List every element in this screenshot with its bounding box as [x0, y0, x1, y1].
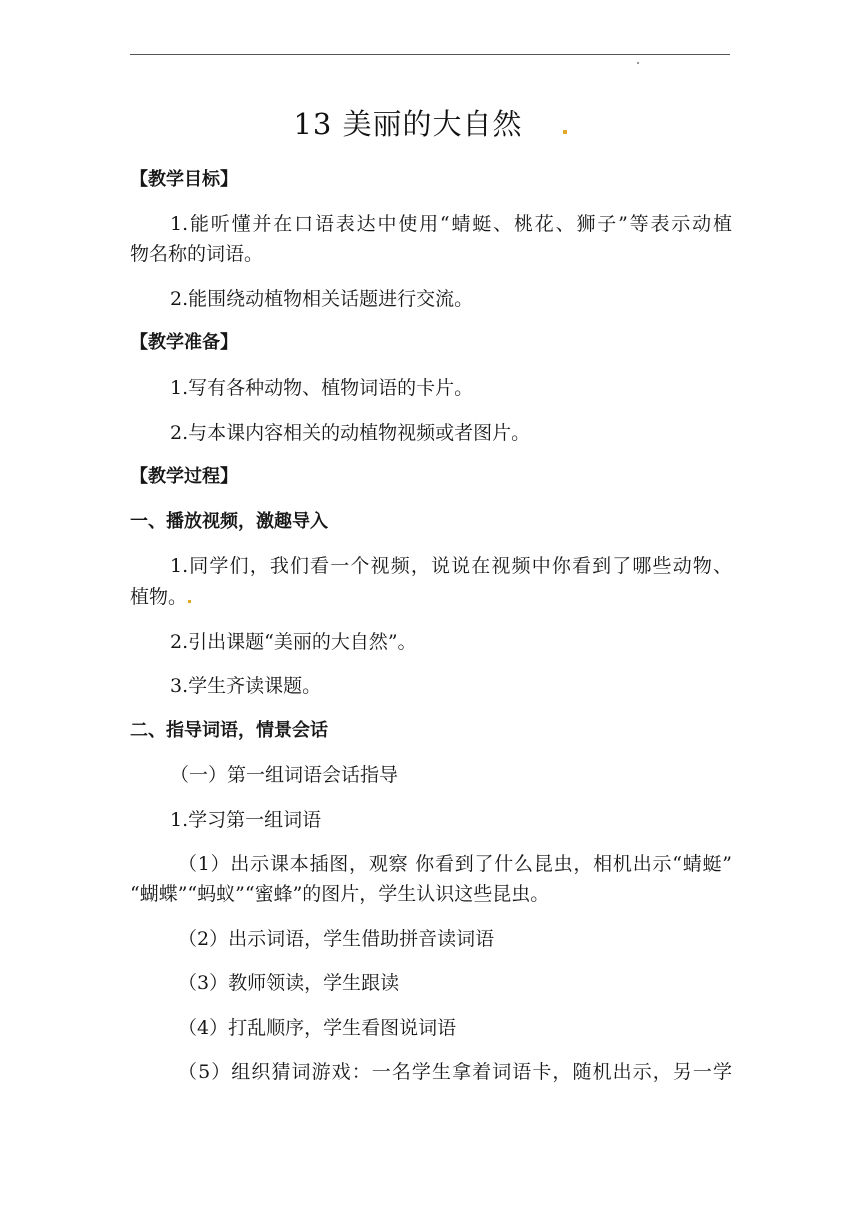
group-1-item-1: 1.学习第一组词语	[170, 809, 322, 831]
objectives-heading: 【教学目标】	[130, 169, 238, 190]
page-title	[0, 104, 860, 144]
part-1-item-1-line-2-text: 植物。	[130, 586, 188, 608]
step-1-line-2: “蝴蝶”“蚂蚁”“蜜蜂”的图片，学生认识这些昆虫。	[130, 883, 550, 905]
header-dot	[637, 62, 639, 64]
objective-1-line-2: 物名称的词语。	[130, 243, 264, 265]
step-1-line-1: （1）出示课本插图，观察 你看到了什么昆虫，相机出示“蜻蜓”	[178, 853, 732, 875]
objective-2: 2.能围绕动植物相关话题进行交流。	[170, 288, 474, 310]
part-1-item-3: 3.学生齐读课题。	[170, 675, 322, 697]
part-1-item-2: 2.引出课题“美丽的大自然”。	[170, 631, 417, 653]
part-1-item-1-line-2	[130, 582, 732, 612]
preparation-1: 1.写有各种动物、植物词语的卡片。	[170, 377, 474, 399]
header-rule	[130, 54, 730, 55]
preparation-2: 2.与本课内容相关的动植物视频或者图片。	[170, 422, 531, 444]
part-2-heading: 二、指导词语，情景会话	[130, 720, 328, 741]
part-1-heading: 一、播放视频，激趣导入	[130, 511, 328, 532]
step-4: （4）打乱顺序，学生看图说词语	[178, 1017, 457, 1039]
part-1-item-1-line-1: 1.同学们，我们看一个视频，说说在视频中你看到了哪些动物、	[170, 555, 732, 577]
process-heading: 【教学过程】	[130, 466, 238, 487]
step-3: （3）教师领读，学生跟读	[178, 972, 400, 994]
objective-1-line-1: 1.能听懂并在口语表达中使用“蜻蜓、桃花、狮子”等表示动植	[170, 213, 732, 235]
group-1-heading: （一）第一组词语会话指导	[170, 764, 399, 786]
step-2: （2）出示词语，学生借助拼音读词语	[178, 928, 495, 950]
preparation-heading: 【教学准备】	[130, 332, 238, 353]
title-text: 13 美丽的大自然	[293, 107, 523, 141]
highlight-mark	[563, 130, 567, 134]
highlight-mark	[188, 600, 191, 603]
step-5: （5）组织猜词游戏：一名学生拿着词语卡，随机出示，另一学	[178, 1061, 732, 1083]
